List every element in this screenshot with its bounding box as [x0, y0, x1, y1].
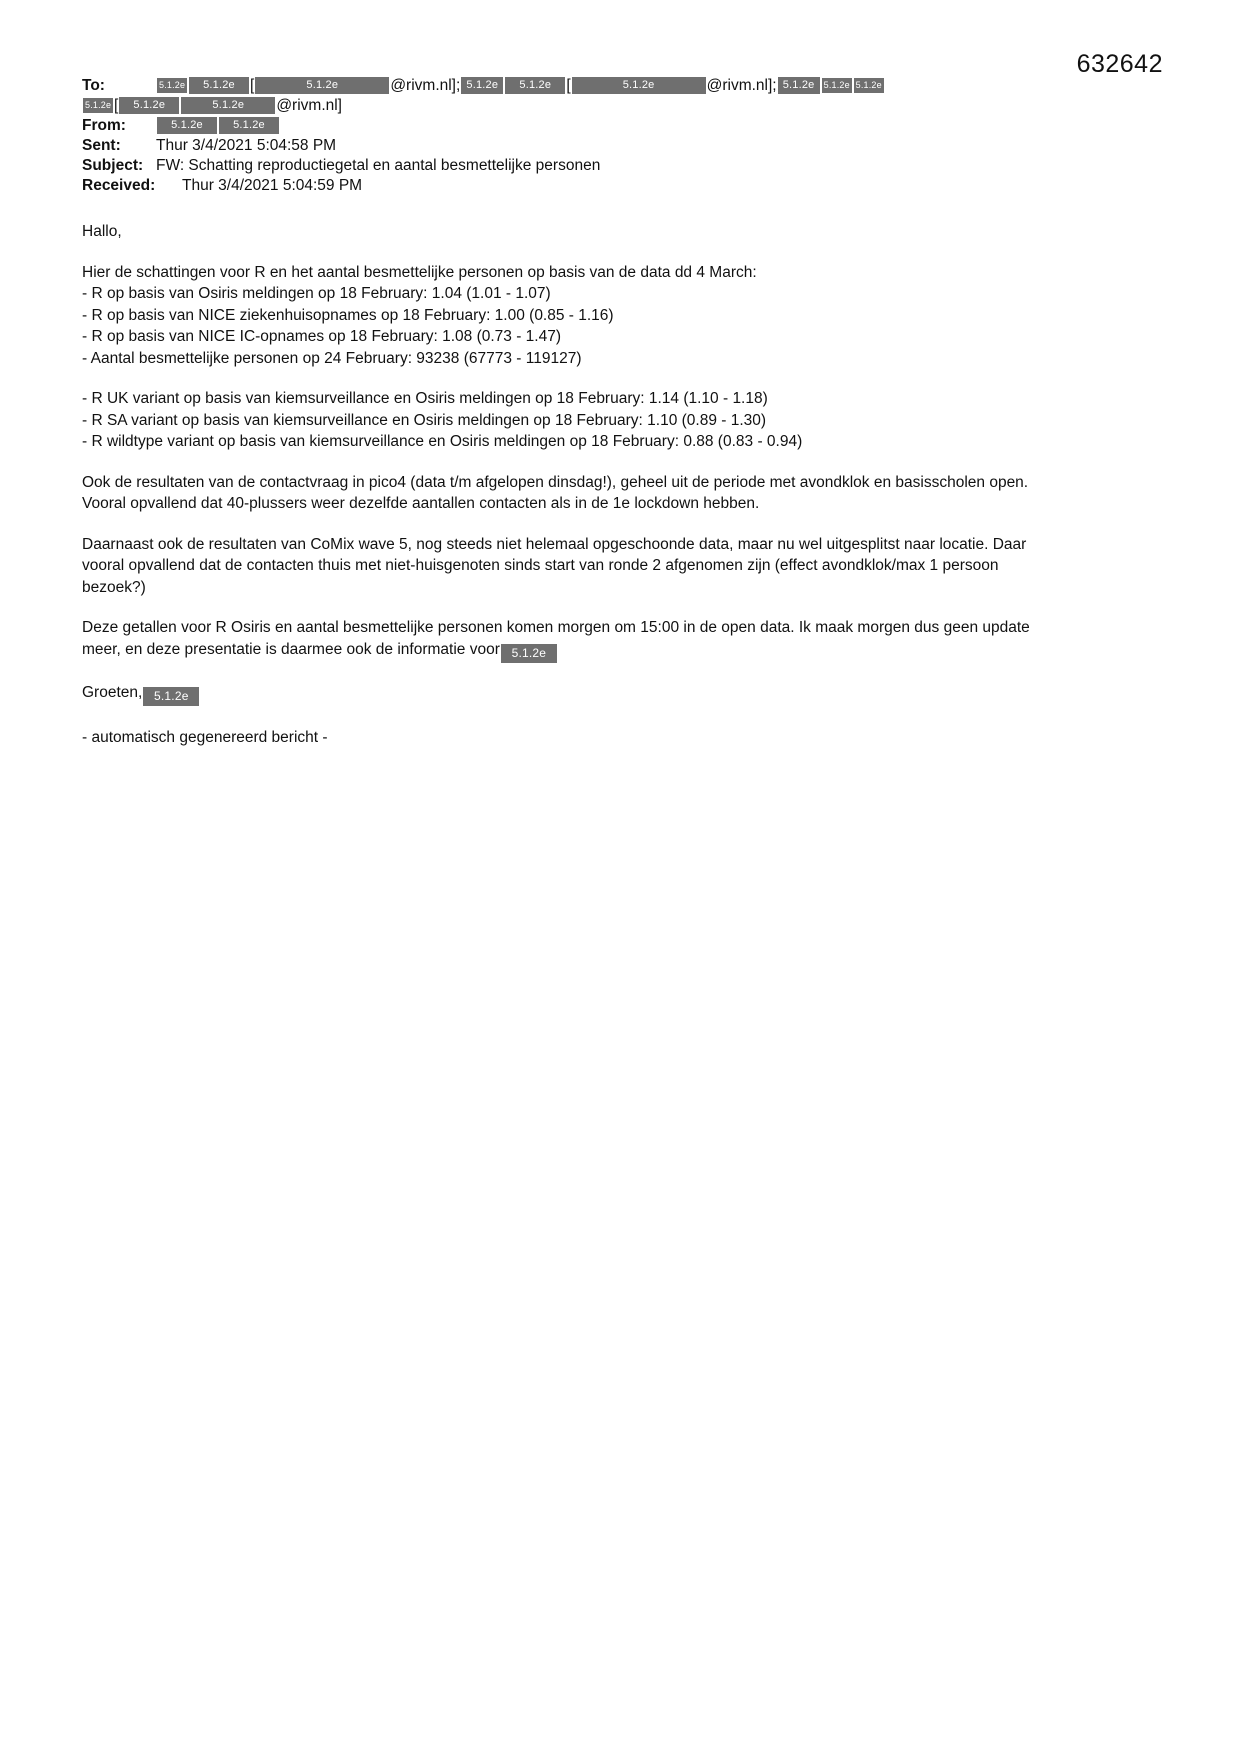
- subject-value: FW: Schatting reproductiegetal en aantal besmettelijke personen: [156, 157, 601, 174]
- open-data-line: Deze getallen voor R Osiris en aantal besmettelijke personen komen morgen om 15:00 in de open data. Ik maak morgen dus geen update: [82, 619, 1030, 636]
- redaction-badge: 5.1.2e: [822, 78, 852, 93]
- redaction-badge: 5.1.2e: [157, 78, 187, 93]
- bracket-open: [: [114, 97, 119, 114]
- pico4-paragraph: [82, 472, 1152, 515]
- to-domain-1: @rivm.nl];: [390, 77, 461, 94]
- sent-value: Thur 3/4/2021 5:04:58 PM: [156, 137, 337, 154]
- to-domain-2: @rivm.nl];: [706, 77, 777, 94]
- header-row-to: [82, 76, 1152, 95]
- redaction-badge: 5.1.2e: [219, 117, 279, 134]
- comix-line: bezoek?): [82, 578, 146, 596]
- estimates-block: [82, 262, 1152, 370]
- redaction-badge: 5.1.2e: [119, 97, 179, 114]
- header-row-received: [82, 176, 1152, 195]
- document-id: 632642: [1076, 50, 1163, 78]
- received-label: Received:: [82, 177, 156, 194]
- greeting: Hallo,: [82, 223, 122, 240]
- comix-line: vooral opvallend dat de contacten thuis met niet-huisgenoten sinds start van ronde 2 afgenomen zijn (effect avondklok/max 1 persoon: [82, 557, 999, 574]
- estimate-item: - R op basis van NICE ziekenhuisopnames op 18 February: 1.00 (0.85 - 1.16): [82, 306, 614, 324]
- estimate-item: - R op basis van Osiris meldingen op 18 February: 1.04 (1.01 - 1.07): [82, 285, 551, 302]
- to-domain-3: @rivm.nl]: [276, 97, 342, 114]
- to-value: [156, 76, 885, 95]
- subject-label: Subject:: [82, 157, 144, 174]
- redaction-badge: 5.1.2e: [501, 644, 557, 663]
- pico4-line: Vooral opvallend dat 40-plussers weer dezelfde aantallen contacten als in de 1e lockdown hebben.: [82, 495, 760, 512]
- pico4-line: Ook de resultaten van de contactvraag in pico4 (data t/m afgelopen dinsdag!), geheel uit de periode met avondklok en basisscholen open.: [82, 473, 1029, 491]
- bracket-open: [: [566, 77, 571, 94]
- redaction-badge: 5.1.2e: [572, 77, 706, 94]
- estimate-item: - Aantal besmettelijke personen op 24 February: 93238 (67773 - 119127): [82, 349, 582, 367]
- to-label: To:: [82, 77, 105, 94]
- variants-block: [82, 388, 1152, 453]
- variant-item: - R UK variant op basis van kiemsurveillance en Osiris meldingen op 18 February: 1.14 (1.10 - 1.18): [82, 390, 768, 407]
- variant-item: - R SA variant op basis van kiemsurveillance en Osiris meldingen op 18 February: 1.10 (0.89 - 1.30): [82, 411, 767, 429]
- estimate-item: - R op basis van NICE IC-opnames op 18 February: 1.08 (0.73 - 1.47): [82, 328, 562, 345]
- intro-line: Hier de schattingen voor R en het aantal besmettelijke personen op basis van de data dd 4 March:: [82, 263, 757, 281]
- open-data-text: meer, en deze presentatie is daarmee ook de informatie voor: [82, 640, 500, 658]
- header-row-to-continued: [82, 96, 1152, 115]
- redaction-badge: 5.1.2e: [157, 117, 217, 134]
- redaction-badge: 5.1.2e: [461, 77, 503, 94]
- sent-label: Sent:: [82, 137, 121, 154]
- redaction-badge: 5.1.2e: [505, 77, 565, 94]
- sign-off-text: Groeten,: [82, 683, 143, 701]
- comix-line: Daarnaast ook de resultaten van CoMix wave 5, nog steeds niet helemaal opgeschoonde data, maar nu wel uitgesplitst naar locatie. Daar: [82, 535, 1027, 553]
- received-value: Thur 3/4/2021 5:04:59 PM: [182, 177, 363, 194]
- bracket-open: [: [250, 77, 255, 94]
- to-value-continued: [82, 96, 342, 115]
- variant-item: - R wildtype variant op basis van kiemsurveillance en Osiris meldingen op 18 February: 0.88 (0.83 - 0.94): [82, 433, 803, 450]
- redaction-badge: 5.1.2e: [778, 77, 820, 94]
- email-content: [82, 76, 1152, 748]
- redaction-badge: 5.1.2e: [83, 98, 113, 113]
- redaction-badge: 5.1.2e: [255, 77, 389, 94]
- header-row-subject: [82, 156, 1152, 175]
- open-data-paragraph: [82, 617, 1152, 663]
- open-data-line-with-redaction: [82, 639, 1152, 663]
- redaction-badge: 5.1.2e: [181, 97, 275, 114]
- redaction-badge: 5.1.2e: [189, 77, 249, 94]
- auto-generated-note: - automatisch gegenereerd bericht -: [82, 728, 328, 746]
- header-row-sent: [82, 136, 1152, 155]
- redaction-badge: 5.1.2e: [143, 687, 199, 706]
- sign-off-block: [82, 682, 1152, 706]
- from-label: From:: [82, 117, 126, 134]
- email-header: [82, 76, 1152, 195]
- redaction-badge: 5.1.2e: [854, 78, 884, 93]
- comix-paragraph: [82, 534, 1152, 599]
- from-value: [156, 116, 280, 135]
- header-row-from: [82, 116, 1152, 135]
- email-body: [82, 221, 1152, 748]
